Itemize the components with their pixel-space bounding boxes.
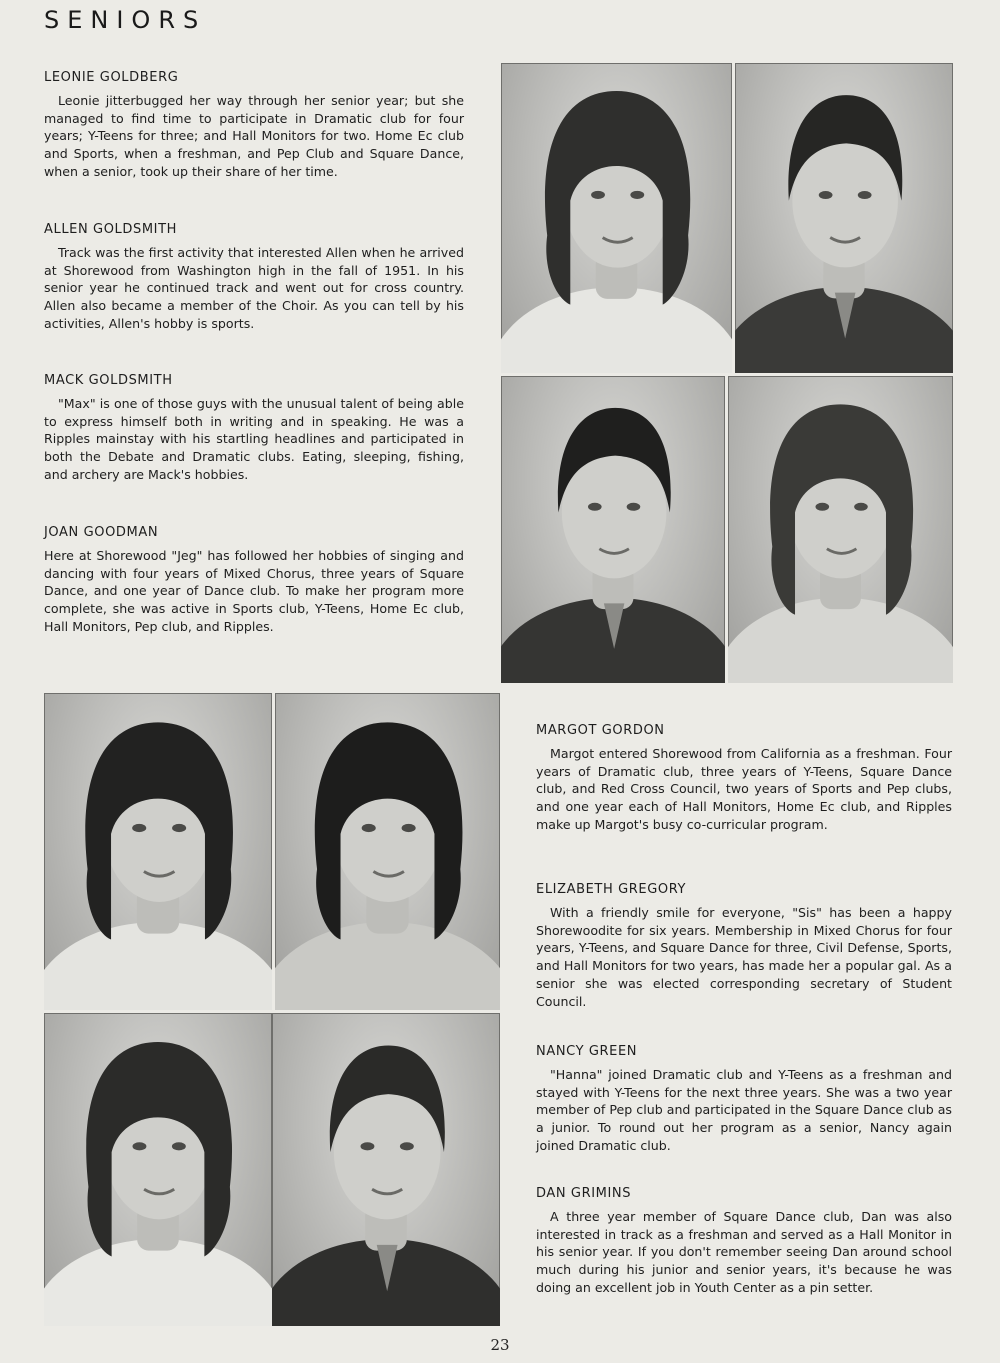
portrait-photo xyxy=(501,376,725,683)
student-name: LEONIE GOLDBERG xyxy=(44,70,179,85)
portrait-figure xyxy=(44,1013,272,1326)
portrait-figure xyxy=(501,376,725,683)
portrait-photo xyxy=(728,376,953,683)
bio-margot-gordon xyxy=(536,722,952,834)
student-name: JOAN GOODMAN xyxy=(44,525,159,540)
portrait-photo xyxy=(44,693,272,1010)
portrait-figure xyxy=(728,376,953,683)
student-name: NANCY GREEN xyxy=(536,1044,638,1059)
student-name: MACK GOLDSMITH xyxy=(44,373,173,388)
student-bio: Track was the first activity that interested Allen when he arrived at Shorewood from Washington high in the fall of 1951. In his senior year he continued track and went out for cross country. Allen also became a member of the Choir. As you can tell by his activities, Allen's hobby is sports. xyxy=(44,244,464,331)
portrait-figure xyxy=(44,693,272,1010)
bio-elizabeth-gregory xyxy=(536,881,952,1011)
student-name: DAN GRIMINS xyxy=(536,1186,632,1201)
student-bio: Here at Shorewood "Jeg" has followed her hobbies of singing and dancing with four years of Mixed Chorus, three years of Square Dance, and one year of Dance club. To make her program more complete, she was active in Sports club, Y-Teens, Home Ec club, Hall Monitors, Pep club, and Ripples. xyxy=(44,547,464,634)
bio-dan-grimins xyxy=(536,1185,952,1297)
student-name: ELIZABETH GREGORY xyxy=(536,882,687,897)
student-bio: Leonie jitterbugged her way through her senior year; but she managed to find time to participate in Dramatic club for four years; Y-Teens for three; and Hall Monitors for two. Home Ec club and Sports, when a freshman, and Pep Club and Square Dance, when a senior, took up their share of her time. xyxy=(44,92,464,179)
bio-mack-goldsmith xyxy=(44,372,464,484)
bio-joan-goodman xyxy=(44,524,464,636)
student-bio: A three year member of Square Dance club, Dan was also interested in track as a freshman and served as a Hall Monitor in his senior year. If you don't remember seeing Dan around school much during his junior and senior years, it's because he was doing an excellent job in Youth Center as a pin setter. xyxy=(536,1208,952,1295)
portrait-figure xyxy=(275,693,500,1010)
portrait-photo xyxy=(501,63,732,373)
student-bio: "Max" is one of those guys with the unusual talent of being able to express himself both in writing and in speaking. He was a Ripples mainstay with his startling headlines and participated in both the Debate and Dramatic clubs. Eating, sleeping, fishing, and archery are Mack's hobbies. xyxy=(44,395,464,482)
bio-nancy-green xyxy=(536,1043,952,1155)
page-title: SENIORS xyxy=(44,6,207,34)
student-bio: Margot entered Shorewood from California as a freshman. Four years of Dramatic club, three years of Y-Teens, Square Dance club, and Red Cross Council, two years of Sports and Pep clubs, and one year each of Hall Monitors, Home Ec club, and Ripples make up Margot's busy co-curricular program. xyxy=(536,745,952,832)
student-bio: "Hanna" joined Dramatic club and Y-Teens as a freshman and stayed with Y-Teens for the next three years. She was a two year member of Pep club and participated in the Square Dance club as a junior. To round out her program as a senior, Nancy again joined Dramatic club. xyxy=(536,1066,952,1153)
bio-allen-goldsmith xyxy=(44,221,464,333)
page-number: 23 xyxy=(490,1336,510,1354)
portrait-photo xyxy=(44,1013,272,1326)
portrait-figure xyxy=(735,63,953,373)
portrait-figure xyxy=(272,1013,500,1326)
student-bio: With a friendly smile for everyone, "Sis" has been a happy Shorewoodite for six years. Membership in Mixed Chorus for four years, Y-Teens, and Square Dance for three, Civil Defense, Sports, and Hall Monitors for two years, has made her a popular gal. As a senior she was elected corresponding secretary of Student Council. xyxy=(536,904,952,1009)
portrait-photo xyxy=(272,1013,500,1326)
bio-leonie-goldberg xyxy=(44,69,464,181)
student-name: MARGOT GORDON xyxy=(536,723,665,738)
portrait-figure xyxy=(501,63,732,373)
student-name: ALLEN GOLDSMITH xyxy=(44,222,178,237)
portrait-photo xyxy=(275,693,500,1010)
portrait-photo xyxy=(735,63,953,373)
